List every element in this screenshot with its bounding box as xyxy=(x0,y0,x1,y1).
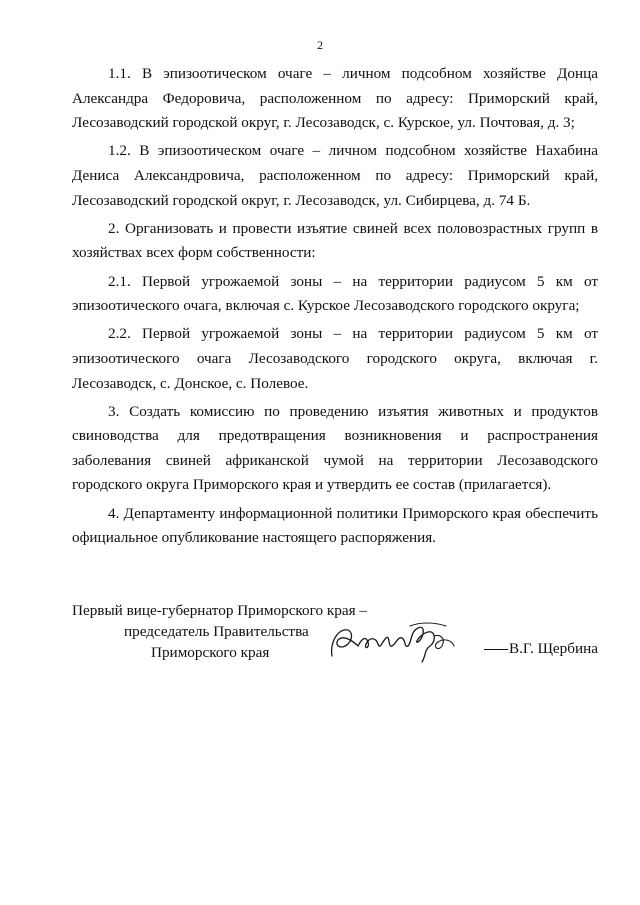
document-body xyxy=(72,62,598,554)
page-number: 2 xyxy=(317,38,323,52)
signer-name: В.Г. Щербина xyxy=(509,640,598,657)
signer-position-line3: Приморского края xyxy=(151,644,270,661)
paragraph-2-2: 2.2. Первой угрожаемой зоны – на территории радиусом 5 км от эпизоотического очага Лесозаводского городского округа, включая г. Лесозаводск, с. Донское, с. Полевое. xyxy=(72,325,598,392)
signature-block xyxy=(72,602,598,682)
signature-dash xyxy=(484,649,508,650)
paragraph-1-2: 1.2. В эпизоотическом очаге – личном подсобном хозяйстве Нахабина Дениса Александровича, расположенном по адресу: Приморский край, Лесозаводский городской округ, г. Лесозаводск, ул. Сибирцева, д. 74 Б. xyxy=(72,142,598,209)
paragraph-4: 4. Департаменту информационной политики Приморского края обеспечить официальное опубликование настоящего распоряжения. xyxy=(72,504,598,547)
paragraph-3: 3. Создать комиссию по проведению изъятия животных и продуктов свиноводства для предотвращения возникновения и распространения заболевания свиней африканской чумой на территории Лесозаводского городского округа Приморского края и утвердить ее состав (прилагается). xyxy=(72,402,598,494)
paragraph-2: 2. Организовать и провести изъятие свиней всех половозрастных групп в хозяйствах всех форм собственности: xyxy=(72,219,598,262)
paragraph-1-1: 1.1. В эпизоотическом очаге – личном подсобном хозяйстве Донца Александра Федоровича, расположенном по адресу: Приморский край, Лесозаводский городской округ, г. Лесозаводск, с. Курское, ул. Почтовая, д. 3; xyxy=(72,65,598,132)
signer-position-line1: Первый вице-губернатор Приморского края – xyxy=(72,602,367,619)
signer-position-line2: председатель Правительства xyxy=(124,623,309,640)
signer-name-wrapper xyxy=(484,640,598,658)
paragraph-2-1: 2.1. Первой угрожаемой зоны – на территории радиусом 5 км от эпизоотического очага, включая с. Курское Лесозаводского городского округа; xyxy=(72,272,598,315)
handwritten-signature xyxy=(324,616,464,668)
